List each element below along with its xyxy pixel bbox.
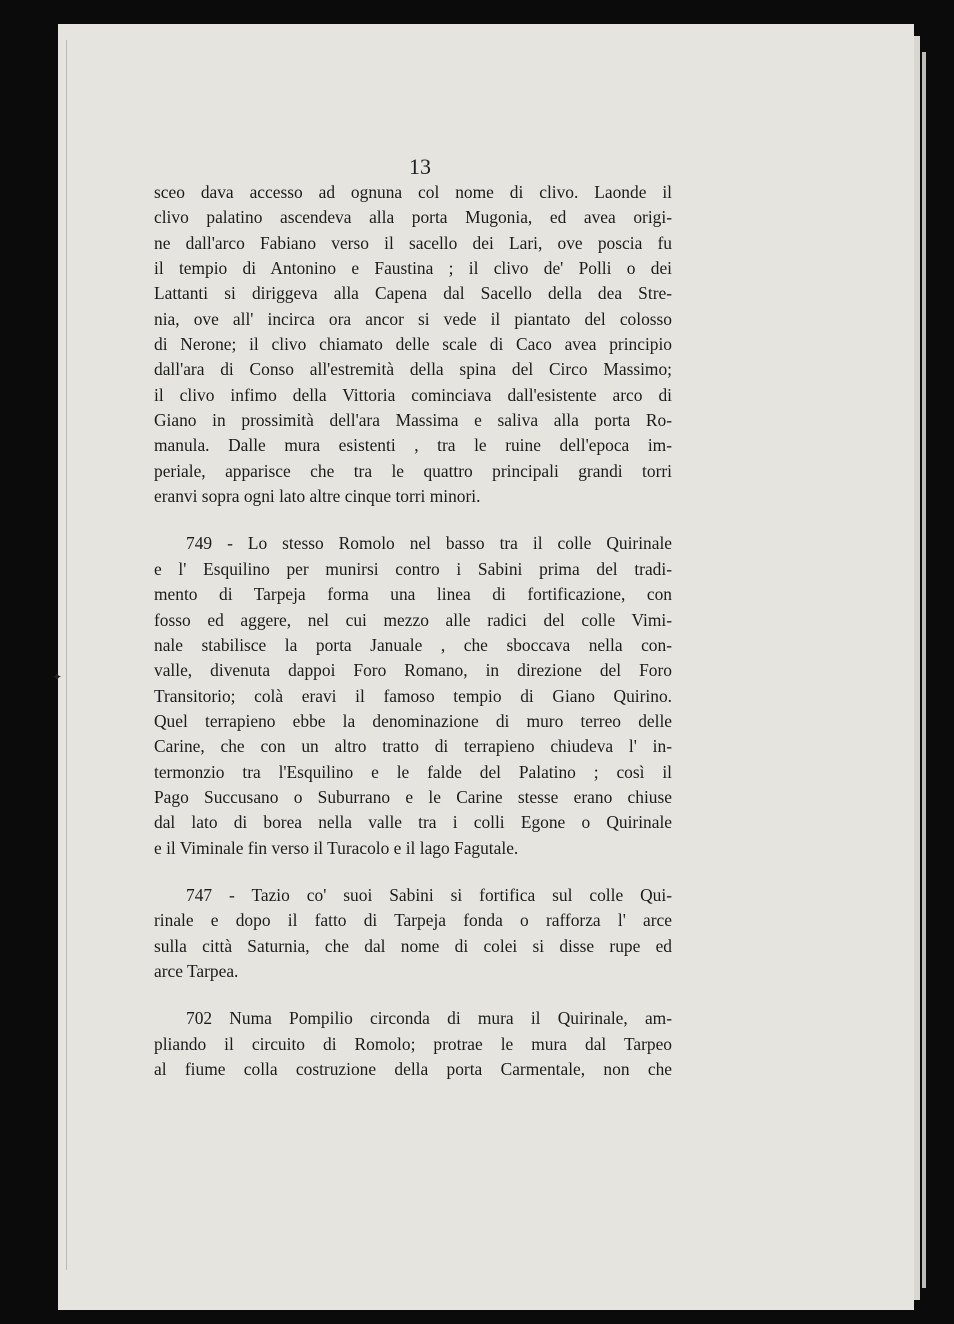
- text-line: sulla città Saturnia, che dal nome di colei si disse rupe ed: [154, 935, 672, 956]
- text-line: termonzio tra l'Esquilino e le falde del Palatino ; così il: [154, 761, 672, 782]
- page-edge-shadow: [922, 52, 926, 1288]
- paragraph-4: [154, 1006, 672, 1031]
- margin-mark-icon: ✦: [52, 670, 63, 684]
- page-body-text: [154, 180, 672, 1082]
- text-line: clivo palatino ascendeva alla porta Mugonia, ed avea origi-: [154, 207, 672, 228]
- text-line: ne dall'arco Fabiano verso il sacello dei Lari, ove poscia fu: [154, 232, 672, 253]
- text-line: Carine, che con un altro tratto di terrapieno chiudeva l' in-: [154, 736, 672, 757]
- text-line: 747 - Tazio co' suoi Sabini si fortifica sul colle Qui-: [186, 884, 672, 905]
- text-line: e il Viminale fin verso il Turacolo e il lago Fagutale.: [154, 837, 519, 858]
- text-line: dall'ara di Conso all'estremità della spina del Circo Massimo;: [154, 359, 672, 380]
- paragraph-3: [154, 883, 672, 908]
- text-line: Giano in prossimità dell'ara Massima e saliva alla porta Ro-: [154, 410, 672, 431]
- text-line: 702 Numa Pompilio circonda di mura il Quirinale, am-: [186, 1008, 672, 1029]
- gutter-line: [66, 40, 67, 1270]
- paragraph-gap: [154, 861, 672, 883]
- paragraph-gap: [154, 509, 672, 531]
- paragraph-4-body: [154, 1032, 672, 1083]
- paragraph-2-body: [154, 557, 672, 861]
- text-line: di Nerone; il clivo chiamato delle scale di Caco avea principio: [154, 334, 672, 355]
- text-line: sceo dava accesso ad ognuna col nome di clivo. Laonde il: [154, 182, 672, 202]
- text-line: mento di Tarpeja forma una linea di fortificazione, con: [154, 584, 672, 605]
- page-edge: [914, 36, 920, 1300]
- text-line: Pago Succusano o Suburrano e le Carine stesse erano chiuse: [154, 786, 672, 807]
- text-line: nale stabilisce la porta Januale , che sboccava nella con-: [154, 634, 672, 655]
- text-line: arce Tarpea.: [154, 960, 239, 981]
- text-line: fosso ed aggere, nel cui mezzo alle radici del colle Vimi-: [154, 609, 672, 630]
- text-line: Quel terrapieno ebbe la denominazione di muro terreo delle: [154, 710, 672, 731]
- text-line: al fiume colla costruzione della porta Carmentale, non che: [154, 1059, 672, 1079]
- text-line: nia, ove all' incirca ora ancor si vede il piantato del colosso: [154, 308, 672, 329]
- text-line: il clivo infimo della Vittoria cominciava dall'esistente arco di: [154, 384, 672, 405]
- text-line: periale, apparisce che tra le quattro principali grandi torri: [154, 460, 672, 481]
- text-line: e l' Esquilino per munirsi contro i Sabini prima del tradi-: [154, 558, 672, 579]
- text-line: Transitorio; colà eravi il famoso tempio di Giano Quirino.: [154, 685, 672, 706]
- text-line: manula. Dalle mura esistenti , tra le ruine dell'epoca im-: [154, 435, 672, 456]
- text-line: eranvi sopra ogni lato altre cinque torri minori.: [154, 486, 481, 507]
- paragraph-gap: [154, 984, 672, 1006]
- paragraph-1: [154, 180, 672, 509]
- page-number: 13: [409, 154, 431, 179]
- text-line: 749 - Lo stesso Romolo nel basso tra il colle Quirinale: [186, 533, 672, 554]
- text-line: valle, divenuta dappoi Foro Romano, in direzione del Foro: [154, 660, 672, 681]
- text-line: dal lato di borea nella valle tra i colli Egone o Quirinale: [154, 812, 672, 833]
- paragraph-3-body: [154, 908, 672, 984]
- text-line: pliando il circuito di Romolo; protrae le mura dal Tarpeo: [154, 1033, 672, 1054]
- text-line: Lattanti si diriggeva alla Capena dal Sacello della dea Stre-: [154, 283, 672, 304]
- paragraph-2: [154, 531, 672, 556]
- text-line: il tempio di Antonino e Faustina ; il clivo de' Polli o dei: [154, 258, 672, 279]
- text-line: rinale e dopo il fatto di Tarpeja fonda o rafforza l' arce: [154, 910, 672, 931]
